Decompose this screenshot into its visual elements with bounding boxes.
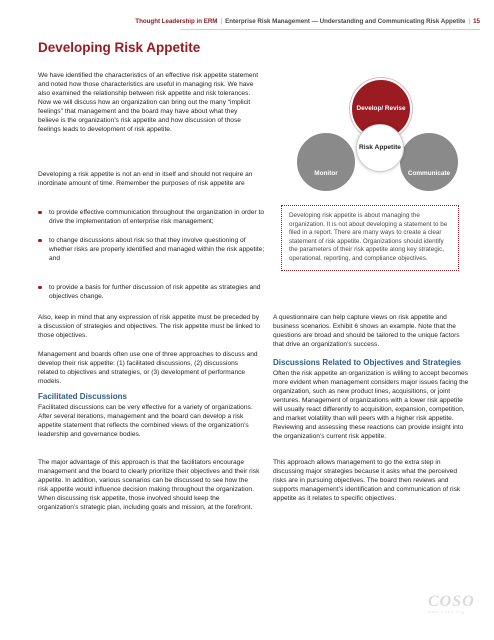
intro-paragraph: We have identified the characteristics of an effective risk appetite statement and noted how those characteristics are useful in managing risk. We have also examined the relationship between risk appetite and risk tolerances. Now we will discuss how an organization can bring out the many “implicit feelings” that management and the board may have about what they believe is the organization’s risk appetite and how discussion of those feelings leads to development of risk appetite. (38, 72, 259, 133)
bullet-dot (38, 211, 42, 215)
purposes-list (38, 208, 266, 226)
communicate-circle: Communicate (398, 131, 460, 193)
bullet-dot (38, 286, 42, 290)
list-item: to provide a basis for further discussion of risk appetite as strategies and objectives change. (38, 283, 266, 301)
left-paragraph-2: Management and boards often use one of three approaches to discuss and develop their risk appetite: (1) facilitated discussions, (2) discussions related to objectives and strategies, or (3) development of performance models. (38, 351, 258, 385)
facilitated-heading: Facilitated Discussions (38, 392, 127, 401)
left-paragraph-1: Also, keep in mind that any expression of risk appetite must be preceded by a discussion of strategies and objectives. The risk appetite must be linked to those objectives. (38, 314, 260, 339)
callout-box: Developing risk appetite is about managing the organization. It is not about developing a statement to be filed in a report. There are many ways to create a clear statement of risk appetite. Organizations should identify the parameters of their risk appetite along key strategic, operational, reporting, and compliance objectives. (281, 205, 459, 271)
purposes-list (38, 283, 266, 301)
header-series: Thought Leadership in ERM (135, 18, 218, 25)
page-title: Developing Risk Appetite (38, 40, 201, 55)
header-separator: | (468, 18, 471, 25)
right-paragraph-2: Often the risk appetite an organization is willing to accept becomes more evident when management considers major issues facing the organization, such as new product lines, acquisitions, or joint ventures. Management of organizations with a lower risk appetite will usually react differently to acquisition, expansion, competition, and market volatility than will peers with a higher risk appetite. Reviewing and assessing these reactions can provide insight into the organization’s current risk appetite. (273, 370, 469, 440)
monitor-circle: Monitor (295, 131, 357, 193)
right-paragraph-3: This approach allows management to go the extra step in discussing major strategies because it asks what the perceived risks are in pursuing objectives. The board then reviews and supports management’s identification and communication of risk appetite as it relates to specific objectives. (273, 459, 461, 502)
running-header (60, 18, 480, 25)
purposes-list (38, 236, 266, 263)
list-item: to change discussions about risk so that they involve questioning of whether risks are properly identified and managed within the risk appetite; and (38, 236, 266, 263)
header-separator: | (220, 18, 223, 25)
left-paragraph-4: The major advantage of this approach is that the facilitators encourage management and the board to clearly prioritize their objectives and their risk appetite. In addition, various scenarios can be discussed to see how the risk appetite would influence decision making throughout the organization. When discussing risk appetite, those involved should keep the organization’s strategic plan, including goals and mission, at the forefront. (38, 459, 260, 511)
purposes-intro: Developing a risk appetite is not an end in itself and should not require an inordinate amount of time. Remember the purposes of risk appetite are (38, 171, 253, 187)
logo-url: www.coso.org (428, 609, 465, 614)
risk-appetite-center: Risk Appetite (356, 124, 404, 172)
header-rule (180, 29, 480, 30)
left-paragraph-3: Facilitated discussions can be very effective for a variety of organizations. After several iterations, management and the board can develop a risk appetite statement that reflects the combined views of the organization’s leadership and governance bodies. (38, 404, 253, 438)
logo-wordmark: COSO (428, 593, 475, 610)
bullet-dot (38, 239, 42, 243)
coso-logo (428, 593, 480, 619)
risk-appetite-cycle-diagram (288, 76, 466, 198)
page-number: 15 (473, 18, 480, 25)
list-item: to provide effective communication throughout the organization in order to drive the implementation of enterprise risk management; (38, 208, 266, 226)
right-paragraph-1: A questionnaire can help capture views on risk appetite and business scenarios. Exhibit 6 shows an example. Note that the questions are broad and should be tailored to the unique factors that drive an organization’s success. (273, 314, 460, 348)
header-title: Enterprise Risk Management — Understanding and Communicating Risk Appetite (225, 18, 466, 25)
discussions-heading: Discussions Related to Objectives and Strategies (273, 358, 462, 367)
develop-revise-circle: Develop/ Revise (350, 78, 412, 140)
